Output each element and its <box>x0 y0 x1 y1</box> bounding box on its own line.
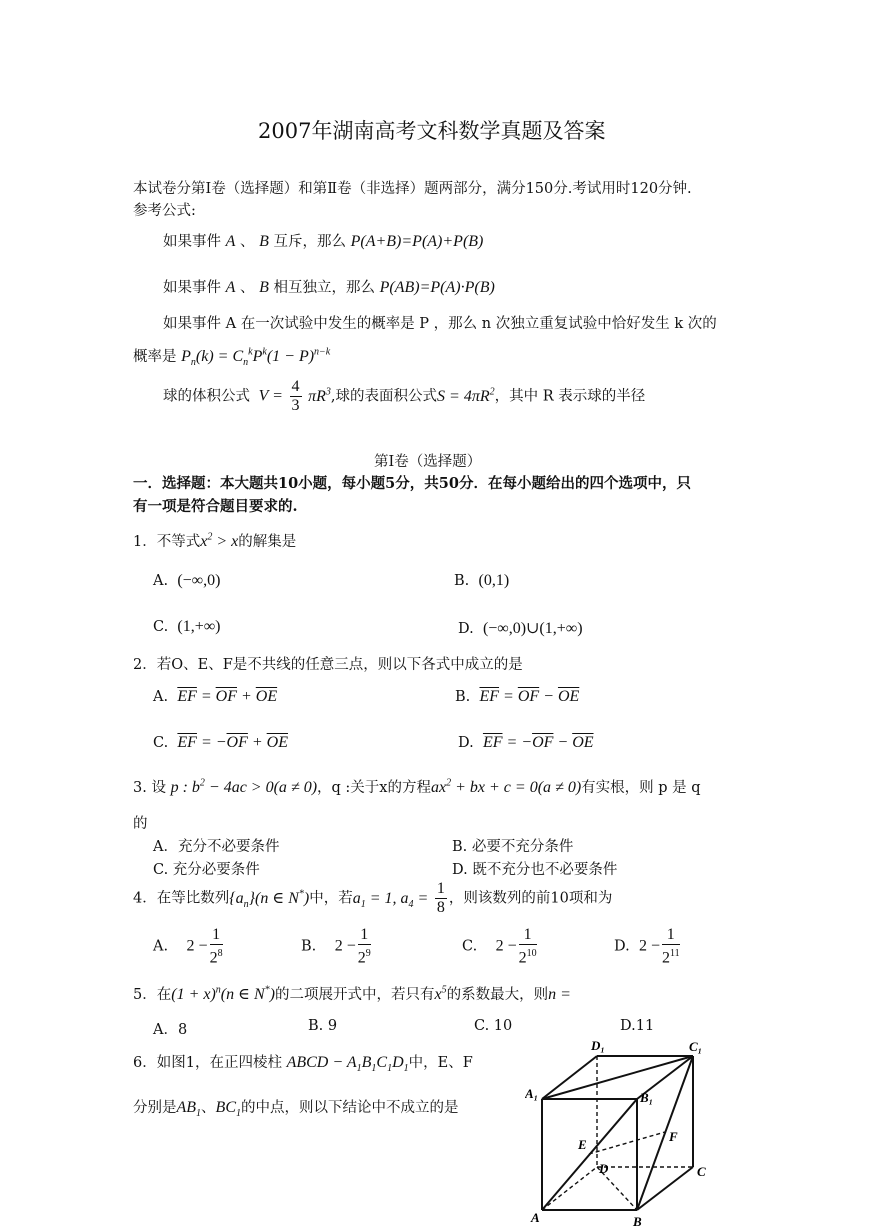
prism-figure <box>525 1036 725 1231</box>
section-instructions-1: 一．选择题：本大题共10小题，每小题5分，共50分．在每小题给出的四个选项中，只 <box>133 475 691 492</box>
q5-option-c: C. 10 <box>474 1018 513 1034</box>
label-A: A <box>531 1210 540 1225</box>
formula-4-prefix: 球的体积公式 <box>163 388 250 405</box>
formula-4-suffix: ，其中 R 表示球的半径 <box>494 388 646 405</box>
q3-option-a: A．充分不必要条件 <box>153 839 280 855</box>
q2-option-d: D. $\overline{EF} = -\overline{OF} - \overline{OE}$ <box>458 734 594 751</box>
q2-option-a: A. $\overline{EF} = \overline{OF} + \overline{OE}$ <box>153 688 278 705</box>
label-C: C <box>697 1164 706 1179</box>
question-1-stem: 1．不等式$x^2 > x$的解集是 <box>133 531 297 550</box>
question-2-stem: 2．若O、E、F是不共线的任意三点，则以下各式中成立的是 <box>133 657 523 673</box>
label-D1: D₁ <box>591 1038 605 1053</box>
q5-option-b: B. 9 <box>308 1018 338 1034</box>
q2-option-c: C. $\overline{EF} = -\overline{OF} + \overline{OE}$ <box>153 734 288 751</box>
question-5-stem: 5．在$(1 + x)^n(n$ ∈ N*)的二项展开式中，若只有$x^5$的系数最大，则n = <box>133 984 571 1003</box>
q3-option-c: C. 充分必要条件 <box>153 862 260 878</box>
label-E: E <box>578 1137 587 1152</box>
q1-option-d: D. (−∞,0)∪(1,+∞) <box>458 620 583 637</box>
formula-1-prefix: 如果事件 <box>163 234 221 250</box>
label-D: D <box>599 1161 609 1176</box>
q3-option-d: D. 既不充分也不必要条件 <box>452 862 618 878</box>
formula-4-mid: ,球的表面积公式 <box>330 388 438 405</box>
page-title: 2007年湖南高考文科数学真题及答案 <box>258 119 606 143</box>
q3-suffix: 有实根，则 p 是 q <box>581 780 701 796</box>
formula-1: 如果事件 A 、 B 互斥，那么 P(A+B)=P(A)+P(B) <box>163 233 484 250</box>
formula-3-line-1: 如果事件 A 在一次试验中发生的概率是 P ，那么 n 次独立重复试验中恰好发生 k 次的 <box>163 316 717 332</box>
q1-prefix: 1．不等式 <box>133 534 201 550</box>
q4-option-c: C. 2 − $\frac{1}{2^{10}}$ <box>462 926 537 967</box>
q5-option-d: D.11 <box>620 1018 655 1034</box>
question-3-stem: 3. 设 p : $b^2 - 4ac > 0(a \ne 0)$，q :关于x的方程$ax^2$ + bx + c = 0(a ≠ 0)有实根，则 p 是 q <box>133 777 701 796</box>
q6-prefix: 6．如图1，在正四棱柱 <box>133 1055 282 1071</box>
section-heading: 第Ⅰ卷（选择题） <box>374 454 482 470</box>
q6-line2-prefix: 分别是 <box>133 1100 177 1116</box>
q3-option-b: B. 必要不充分条件 <box>452 839 574 855</box>
q4-mid: 中，若 <box>309 890 353 907</box>
intro-line-1: 本试卷分第Ⅰ卷（选择题）和第Ⅱ卷（非选择）题两部分，满分150分.考试用时120分钟. <box>133 181 692 197</box>
formula-2-mid: 相互独立，那么 <box>273 280 375 296</box>
q6-line2-suffix: 的中点，则以下结论中不成立的是 <box>241 1100 459 1116</box>
formula-3-prefix: 概率是 <box>133 349 177 365</box>
label-A1: A₁ <box>525 1086 539 1101</box>
formula-2-math: P(AB)=P(A)·P(B) <box>379 279 495 296</box>
q4-option-d: D. 2 − $\frac{1}{2^{11}}$ <box>614 926 680 967</box>
label-C1: C₁ <box>689 1039 703 1054</box>
q5-prefix: 5．在 <box>133 987 172 1003</box>
q1-option-a: A. (−∞,0) <box>153 572 221 589</box>
label-F: F <box>669 1129 678 1144</box>
q1-option-c: C. (1,+∞) <box>153 618 221 635</box>
q3-prefix: 3. 设 <box>133 780 166 796</box>
q5-option-a: A．8 <box>153 1022 188 1038</box>
q4-prefix: 4．在等比数列 <box>133 890 230 907</box>
q4-suffix: ，则该数列的前10项和为 <box>448 890 613 907</box>
question-6-stem-line-2: 分别是$AB_1$、$BC_1$的中点，则以下结论中不成立的是 <box>133 1099 459 1120</box>
q1-option-b: B. (0,1) <box>454 572 510 589</box>
q3-mid: ，q :关于x的方程 <box>317 780 431 796</box>
question-6-stem: 6．如图1，在正四棱柱 ABCD − $A_1B_1C_1D_1$中，E、F <box>133 1054 473 1075</box>
question-4-stem: 4．在等比数列$\{a_n\}(n$ ∈ N*)中，若$a_1 = 1$, $a_4$ = $\frac{1}{8}$ ，则该数列的前10项和为 <box>133 880 613 916</box>
formula-2: 如果事件 A 、 B 相互独立，那么 P(AB)=P(A)·P(B) <box>163 279 495 296</box>
intro-line-2: 参考公式: <box>133 203 196 219</box>
formula-4: 球的体积公式 V = $\frac{4}{3}$ $\pi R^3$,球的表面积公式$S = 4\pi R^2$，其中 R 表示球的半径 <box>163 378 646 414</box>
q2-option-b: B. $\overline{EF} = \overline{OF} - \overline{OE}$ <box>455 688 580 705</box>
formula-1-math: P(A+B)=P(A)+P(B) <box>350 233 484 250</box>
label-B: B <box>633 1214 642 1229</box>
question-3-stem-line-2: 的 <box>133 816 148 832</box>
formula-2-prefix: 如果事件 <box>163 280 221 296</box>
q5-mid: 的二项展开式中，若只有 <box>274 987 435 1003</box>
formula-3-line-2: 概率是 $P_n(k) = C_n^kP^k(1 - P)^{n-k}$ <box>133 346 331 369</box>
q6-suffix: 中，E、F <box>408 1055 473 1071</box>
section-instructions-2: 有一项是符合题目要求的. <box>133 498 298 515</box>
formula-1-mid: 互斥，那么 <box>273 234 346 250</box>
label-B1: B₁ <box>640 1090 654 1105</box>
q4-option-a: A. 2 − $\frac{1}{2^8}$ <box>153 926 223 967</box>
q1-suffix: 的解集是 <box>238 534 297 550</box>
q5-mid2: 的系数最大，则 <box>446 987 549 1003</box>
q4-option-b: B. 2 − $\frac{1}{2^9}$ <box>301 926 371 967</box>
